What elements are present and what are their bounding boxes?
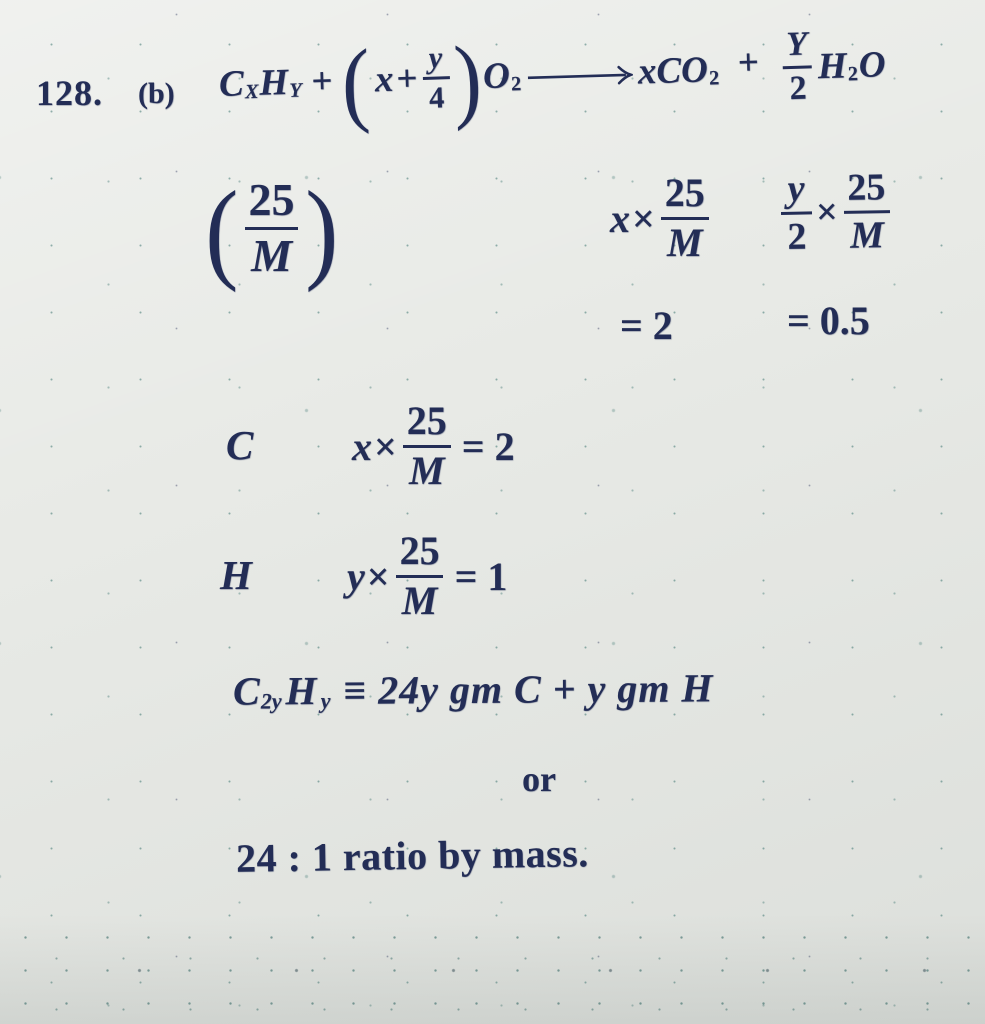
hydrogen-symbol: H bbox=[258, 61, 289, 104]
carbon-symbol: C bbox=[232, 667, 260, 714]
co2-symbol: CO bbox=[655, 49, 709, 92]
plus-operator: + bbox=[310, 60, 334, 102]
equivalence-operator: ≡ bbox=[343, 667, 367, 713]
given-moles-expression: ( $\frac{25}{M}$ ) bbox=[205, 169, 338, 294]
times-operator: × bbox=[366, 553, 390, 599]
question-part: (b) bbox=[138, 77, 175, 110]
water-o-symbol: O bbox=[858, 43, 887, 86]
fraction-denominator: M bbox=[661, 217, 709, 264]
fraction-numerator: y bbox=[428, 39, 443, 75]
carbon-subscript: X bbox=[244, 81, 259, 104]
right-parenthesis: ) bbox=[452, 27, 483, 132]
fraction-denominator: M bbox=[245, 227, 298, 280]
25-over-M-fraction bbox=[394, 527, 446, 623]
plus-operator: + bbox=[395, 57, 419, 100]
or-text: or bbox=[522, 759, 556, 799]
25-over-M-fraction bbox=[659, 169, 711, 265]
hydrogen-subscript: y bbox=[320, 687, 331, 713]
left-parenthesis: ( bbox=[339, 30, 371, 136]
hydrogen-subscript: Y bbox=[288, 79, 303, 103]
combustion-equation bbox=[217, 8, 887, 140]
y-variable: y bbox=[347, 553, 365, 599]
x-coefficient: x bbox=[637, 50, 658, 93]
hydrogen-symbol: H bbox=[285, 667, 317, 713]
times-operator: × bbox=[632, 195, 655, 241]
fraction-numerator: 25 bbox=[406, 397, 447, 443]
h2o-moles-expression bbox=[778, 161, 894, 263]
y-over-2-fraction bbox=[780, 27, 815, 106]
fraction-denominator: M bbox=[396, 575, 444, 622]
fraction-numerator: Y bbox=[785, 25, 808, 63]
equals-value: = 2 bbox=[461, 423, 515, 469]
times-operator: × bbox=[815, 190, 839, 234]
x-variable: x bbox=[610, 195, 630, 241]
oxygen-subscript: 2 bbox=[510, 73, 522, 96]
oxygen-symbol: O bbox=[482, 54, 511, 97]
mass-equivalence bbox=[233, 654, 714, 723]
25-over-M-fraction bbox=[243, 173, 301, 281]
carbon-equation bbox=[352, 396, 515, 496]
water-h-symbol: H bbox=[817, 44, 848, 87]
x-variable: x bbox=[352, 423, 372, 469]
fraction-denominator: M bbox=[403, 445, 451, 492]
hydrogen-row-label: H bbox=[220, 552, 252, 598]
h2o-moles-value: = 0.5 bbox=[787, 298, 870, 343]
fraction-numerator: 25 bbox=[399, 527, 440, 573]
mass-expression: 24y gm C + y gm H bbox=[377, 664, 714, 713]
hydrogen-equation bbox=[347, 526, 507, 626]
25-over-M-fraction bbox=[401, 397, 453, 493]
y-over-4-fraction bbox=[421, 39, 450, 115]
carbon-subscript: 2y bbox=[260, 687, 282, 714]
fraction-numerator: 25 bbox=[846, 165, 886, 209]
fraction-denominator: 4 bbox=[422, 76, 450, 114]
reaction-arrow-icon bbox=[527, 63, 634, 88]
co2-moles-value: = 2 bbox=[620, 303, 673, 348]
fraction-denominator: M bbox=[844, 210, 891, 256]
fraction-numerator: 25 bbox=[664, 169, 705, 215]
carbon-symbol: C bbox=[218, 62, 245, 105]
equals-value: = 1 bbox=[454, 553, 508, 599]
y-over-2-fraction bbox=[780, 169, 813, 256]
fraction-numerator: 25 bbox=[248, 173, 295, 225]
fraction-denominator: 2 bbox=[781, 211, 813, 256]
fraction-numerator: y bbox=[787, 167, 805, 210]
times-operator: × bbox=[374, 423, 397, 469]
co2-subscript: 2 bbox=[708, 67, 720, 90]
conclusion-text: 24 : 1 ratio by mass. bbox=[235, 830, 590, 881]
plus-operator: + bbox=[737, 41, 760, 84]
carbon-row-label: C bbox=[226, 422, 254, 468]
question-number: 128. bbox=[36, 73, 103, 113]
fraction-denominator: 2 bbox=[783, 65, 813, 107]
25-over-M-fraction bbox=[841, 165, 893, 257]
co2-moles-expression bbox=[610, 170, 713, 266]
water-subscript: 2 bbox=[847, 63, 859, 86]
x-variable: x bbox=[374, 58, 395, 100]
